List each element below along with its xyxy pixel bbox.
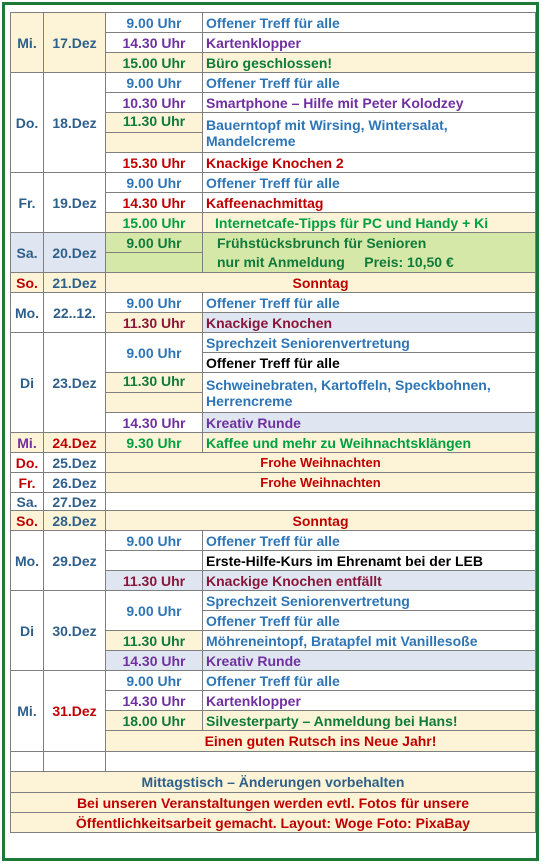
day-cell: Di: [11, 333, 44, 433]
date-cell: 20.Dez: [44, 233, 106, 273]
activity-cell: Bauerntopf mit Wirsing, Wintersalat, Mandelcreme: [203, 113, 536, 153]
footer-photo-note-2: Öffentlichkeitsarbeit gemacht. Layout: Woge Foto: PixaBay: [11, 813, 536, 833]
activity-cell: Möhreneintopf, Bratapfel mit Vanillesoße: [203, 631, 536, 651]
activity-cell: Büro geschlossen!: [203, 53, 536, 73]
day-cell: Fr.: [11, 473, 44, 493]
time-cell: 11.30 Uhr: [106, 313, 203, 333]
time-cell: 14.30 Uhr: [106, 413, 203, 433]
time-cell: 14.30 Uhr: [106, 691, 203, 711]
time-cell: 11.30 Uhr: [106, 631, 203, 651]
new-year-wish: Einen guten Rutsch ins Neue Jahr!: [106, 731, 536, 752]
activity-cell: Smartphone – Hilfe mit Peter Kolodzey: [203, 93, 536, 113]
day-cell: Di: [11, 591, 44, 671]
time-cell: 9.00 Uhr: [106, 671, 203, 691]
activity-cell: Knackige Knochen entfällt: [203, 571, 536, 591]
footer-photo-note-1: Bei unseren Veranstaltungen werden evtl. Fotos für unsere: [11, 793, 536, 813]
date-cell: 24.Dez: [44, 433, 106, 453]
activity-cell: Offener Treff für alle: [203, 173, 536, 193]
activity-cell: Offener Treff für alle: [203, 13, 536, 33]
time-cell: 9.00 Uhr: [106, 293, 203, 313]
day-cell: Mo.: [11, 293, 44, 333]
date-cell: 29.Dez: [44, 531, 106, 591]
date-cell: 21.Dez: [44, 273, 106, 293]
day-cell: So.: [11, 273, 44, 293]
time-cell: 9.00 Uhr: [106, 13, 203, 33]
note-cell-empty: [106, 493, 536, 511]
day-cell: Do.: [11, 73, 44, 173]
activity-cell: Offener Treff für alle: [203, 671, 536, 691]
day-cell: Mi.: [11, 671, 44, 752]
activity-cell: Internetcafe-Tipps für PC und Handy + Ki: [203, 213, 536, 233]
empty-cell: [44, 752, 106, 772]
time-cell: 14.30 Uhr: [106, 193, 203, 213]
time-cell: 11.30 Uhr: [106, 113, 203, 133]
time-cell: 11.30 Uhr: [106, 571, 203, 591]
time-cell-empty: [106, 551, 203, 571]
day-cell: Mo.: [11, 531, 44, 591]
activity-cell: Silvesterparty – Anmeldung bei Hans!: [203, 711, 536, 731]
brunch-line-2: nur mit Anmeldung Preis: 10,50 €: [217, 253, 454, 270]
note-cell: Sonntag: [106, 273, 536, 293]
day-cell: Sa.: [11, 233, 44, 273]
time-cell: 11.30 Uhr: [106, 373, 203, 393]
activity-cell: Sprechzeit Seniorenvertretung: [203, 333, 536, 353]
date-cell: 23.Dez: [44, 333, 106, 433]
date-cell: 27.Dez: [44, 493, 106, 511]
day-cell: Mi.: [11, 433, 44, 453]
empty-cell: [106, 752, 536, 772]
time-cell: 9.00 Uhr: [106, 73, 203, 93]
day-cell: Do.: [11, 453, 44, 473]
activity-cell: Kaffee und mehr zu Weihnachtsklängen: [203, 433, 536, 453]
activity-cell: Kreativ Runde: [203, 413, 536, 433]
date-cell: 25.Dez: [44, 453, 106, 473]
time-cell: 10.30 Uhr: [106, 93, 203, 113]
date-cell: 31.Dez: [44, 671, 106, 752]
time-cell-empty: [106, 133, 203, 153]
note-cell: Frohe Weihnachten: [106, 473, 536, 493]
date-cell: 30.Dez: [44, 591, 106, 671]
date-cell: 18.Dez: [44, 73, 106, 173]
activity-cell: Kreativ Runde: [203, 651, 536, 671]
activity-cell: [203, 233, 536, 273]
activity-cell: Offener Treff für alle: [203, 293, 536, 313]
activity-cell: Kartenklopper: [203, 33, 536, 53]
time-cell: 15.30 Uhr: [106, 153, 203, 173]
brunch-line-1: Frühstücksbrunch für Senioren: [217, 234, 427, 251]
date-cell: 26.Dez: [44, 473, 106, 493]
activity-cell: Offener Treff für alle: [203, 353, 536, 373]
time-cell-empty: [106, 253, 203, 273]
schedule-table: [10, 12, 536, 833]
activity-cell: Sprechzeit Seniorenvertretung: [203, 591, 536, 611]
activity-cell: Erste-Hilfe-Kurs im Ehrenamt bei der LEB: [203, 551, 536, 571]
activity-cell: Schweinebraten, Kartoffeln, Speckbohnen, Herrencreme: [203, 373, 536, 413]
activity-cell: Offener Treff für alle: [203, 531, 536, 551]
date-cell: 28.Dez: [44, 511, 106, 531]
day-cell: Sa.: [11, 493, 44, 511]
date-cell: 17.Dez: [44, 13, 106, 73]
date-cell: 19.Dez: [44, 173, 106, 233]
time-cell: 9.00 Uhr: [106, 173, 203, 193]
day-cell: Mi.: [11, 13, 44, 73]
time-cell: 9.00 Uhr: [106, 333, 203, 373]
time-cell-empty: [106, 393, 203, 413]
note-cell: Sonntag: [106, 511, 536, 531]
time-cell: 18.00 Uhr: [106, 711, 203, 731]
time-cell: 14.30 Uhr: [106, 651, 203, 671]
activity-cell: Kartenklopper: [203, 691, 536, 711]
date-cell: 22..12.: [44, 293, 106, 333]
time-cell: 14.30 Uhr: [106, 33, 203, 53]
time-cell: 9.00 Uhr: [106, 531, 203, 551]
activity-cell: Offener Treff für alle: [203, 611, 536, 631]
empty-cell: [11, 752, 44, 772]
time-cell: 15.00 Uhr: [106, 53, 203, 73]
time-cell: 9.30 Uhr: [106, 433, 203, 453]
activity-cell: Knackige Knochen 2: [203, 153, 536, 173]
day-cell: So.: [11, 511, 44, 531]
activity-cell: Kaffeenachmittag: [203, 193, 536, 213]
activity-cell: Knackige Knochen: [203, 313, 536, 333]
time-cell: 9.00 Uhr: [106, 233, 203, 253]
note-cell: Frohe Weihnachten: [106, 453, 536, 473]
day-cell: Fr.: [11, 173, 44, 233]
activity-cell: Offener Treff für alle: [203, 73, 536, 93]
time-cell: 15.00 Uhr: [106, 213, 203, 233]
time-cell: 9.00 Uhr: [106, 591, 203, 631]
footer-lunch-note: Mittagstisch – Änderungen vorbehalten: [11, 772, 536, 793]
